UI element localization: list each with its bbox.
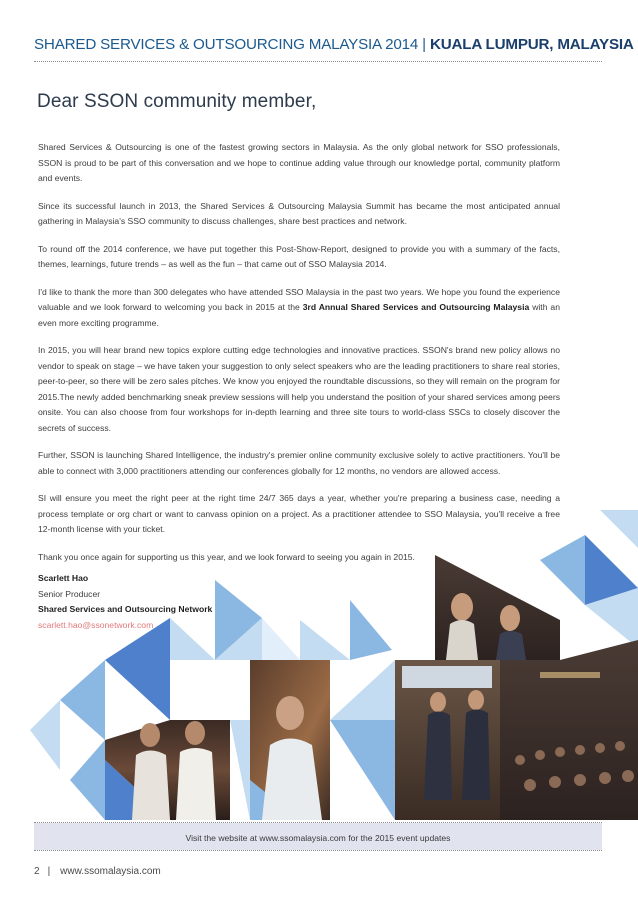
paragraph-shared-intelligence: Further, SSON is launching Shared Intelligence, the industry's premier online community exclusive solely to active practitioners. You'll be able to connect with 3,000 practitioners attending our conferences globally for 12 months, no vendors are allowed access. xyxy=(38,450,560,476)
photo-attendee-suit xyxy=(132,751,170,821)
photo-attendee-figure xyxy=(185,721,205,745)
website-banner[interactable]: Visit the website at www.ssomalaysia.com for the 2015 event updates xyxy=(34,823,602,850)
photo-attendee-figure xyxy=(140,723,160,747)
photo-speaker-figure xyxy=(430,692,446,712)
triangle-shape xyxy=(60,660,105,740)
triangle-shape xyxy=(540,535,585,605)
paragraph-si-benefits: SI will ensure you meet the right peer at the right time 24/7 365 days a year, whether you're preparing a business case, needing a process template or org chart or want to canvass opinion on a project. As a practitioner attendee to SSO Malaysia, you'll receive a free 12-month license with your ticket. xyxy=(38,493,560,534)
photo-networking-figure xyxy=(451,593,473,621)
photo-speaker-suit xyxy=(424,712,452,801)
paragraph-intro: Shared Services & Outsourcing is one of the fastest growing sectors in Malaysia. As the only global network for SSO professionals, SSON is proud to be part of this conversation and we hope to continue adding value through our knowledge portal, community platform and events. xyxy=(38,142,560,183)
header-title: SHARED SERVICES & OUTSOURCING MALAYSIA 2014 | xyxy=(34,36,430,53)
triangle-shape xyxy=(330,660,395,720)
triangle-shape xyxy=(262,618,300,660)
photo-networking-body xyxy=(496,631,526,660)
thanks-text-end: with an even more exciting programme. xyxy=(38,302,560,328)
photo-audience xyxy=(500,640,638,820)
signature-role: Senior Producer xyxy=(38,588,101,599)
triangle-shape xyxy=(105,618,170,720)
photo-networking-body xyxy=(446,620,478,660)
triangle-shape xyxy=(70,740,105,820)
header-divider xyxy=(34,61,602,62)
triangle-shape xyxy=(30,700,60,770)
photo-audience-lights xyxy=(540,672,600,678)
photo-attendee-suit xyxy=(176,748,216,820)
signature-name: Scarlett Hao xyxy=(38,573,89,583)
triangle-shape xyxy=(350,600,392,660)
photo-collage xyxy=(0,500,638,822)
paragraph-2015: In 2015, you will hear brand new topics explore cutting edge technologies and innovative practices. SSON's brand new policy allows no vendor to speak on stage – we have taken your suggestion to only select speakers who are the leading practitioners to share real stories, peer-to-peer, so there will be zero sales pitches. We know you enjoyed the roundtable discussions, so they will remain on the program for 2015.The newly added benchmarking sneak preview sessions will help you understand the position of your shared services among peers onsite. You can also choose from four workshops for in-depth learning and three site tours to world-class SSCs to closely discover the secrets of success. xyxy=(38,345,560,433)
footer-separator: | xyxy=(47,866,51,877)
paragraph-report: To round off the 2014 conference, we have put together this Post-Show-Report, designed to provide you with a summary of the facts, themes, learnings, future trends – as well as the fun – that came out of SSO Malaysia 2014. xyxy=(38,243,560,269)
banner-bottom-divider xyxy=(34,850,602,851)
photo-speakers-backdrop xyxy=(402,666,492,688)
triangle-shape xyxy=(230,720,250,820)
page-footer xyxy=(34,866,161,877)
paragraph-closing: Thank you once again for supporting us this year, and we look forward to seeing you again in 2015. xyxy=(38,551,415,562)
triangle-shape xyxy=(330,720,395,820)
signature-email-link[interactable]: scarlett.hao@ssonetwork.com xyxy=(38,619,154,630)
photo-presenter-figure xyxy=(276,696,304,730)
signature-org: Shared Services and Outsourcing Network xyxy=(38,604,213,614)
report-header xyxy=(34,36,634,53)
photo-speaker-figure xyxy=(468,690,484,710)
paragraph-thanks xyxy=(38,285,560,332)
paragraph-launch: Since its successful launch in 2013, the Shared Services & Outsourcing Malaysia Summit has became the most anticipated annual gathering in Malaysia's SSO community to discuss challenges, share best practices and network. xyxy=(38,200,560,226)
header-location: KUALA LUMPUR, MALAYSIA xyxy=(429,36,634,53)
page-number: 2 xyxy=(34,866,40,877)
event-name: 3rd Annual Shared Services and Outsourcing Malaysia xyxy=(302,302,530,312)
footer-url-link[interactable]: www.ssomalaysia.com xyxy=(60,866,161,877)
photo-speaker-suit xyxy=(462,710,490,801)
triangle-shape xyxy=(600,510,638,548)
thanks-text: I'd like to thank the more than 300 delegates who have attended SSO Malaysia in the past two years. We hope you found the experience valuable and we look forward to welcoming you back in 2015 at the xyxy=(38,286,560,312)
letter-greeting: Dear SSON community member, xyxy=(37,91,317,112)
photo-networking-figure xyxy=(500,605,520,631)
triangle-shape xyxy=(170,618,215,660)
triangle-shape xyxy=(300,620,350,660)
